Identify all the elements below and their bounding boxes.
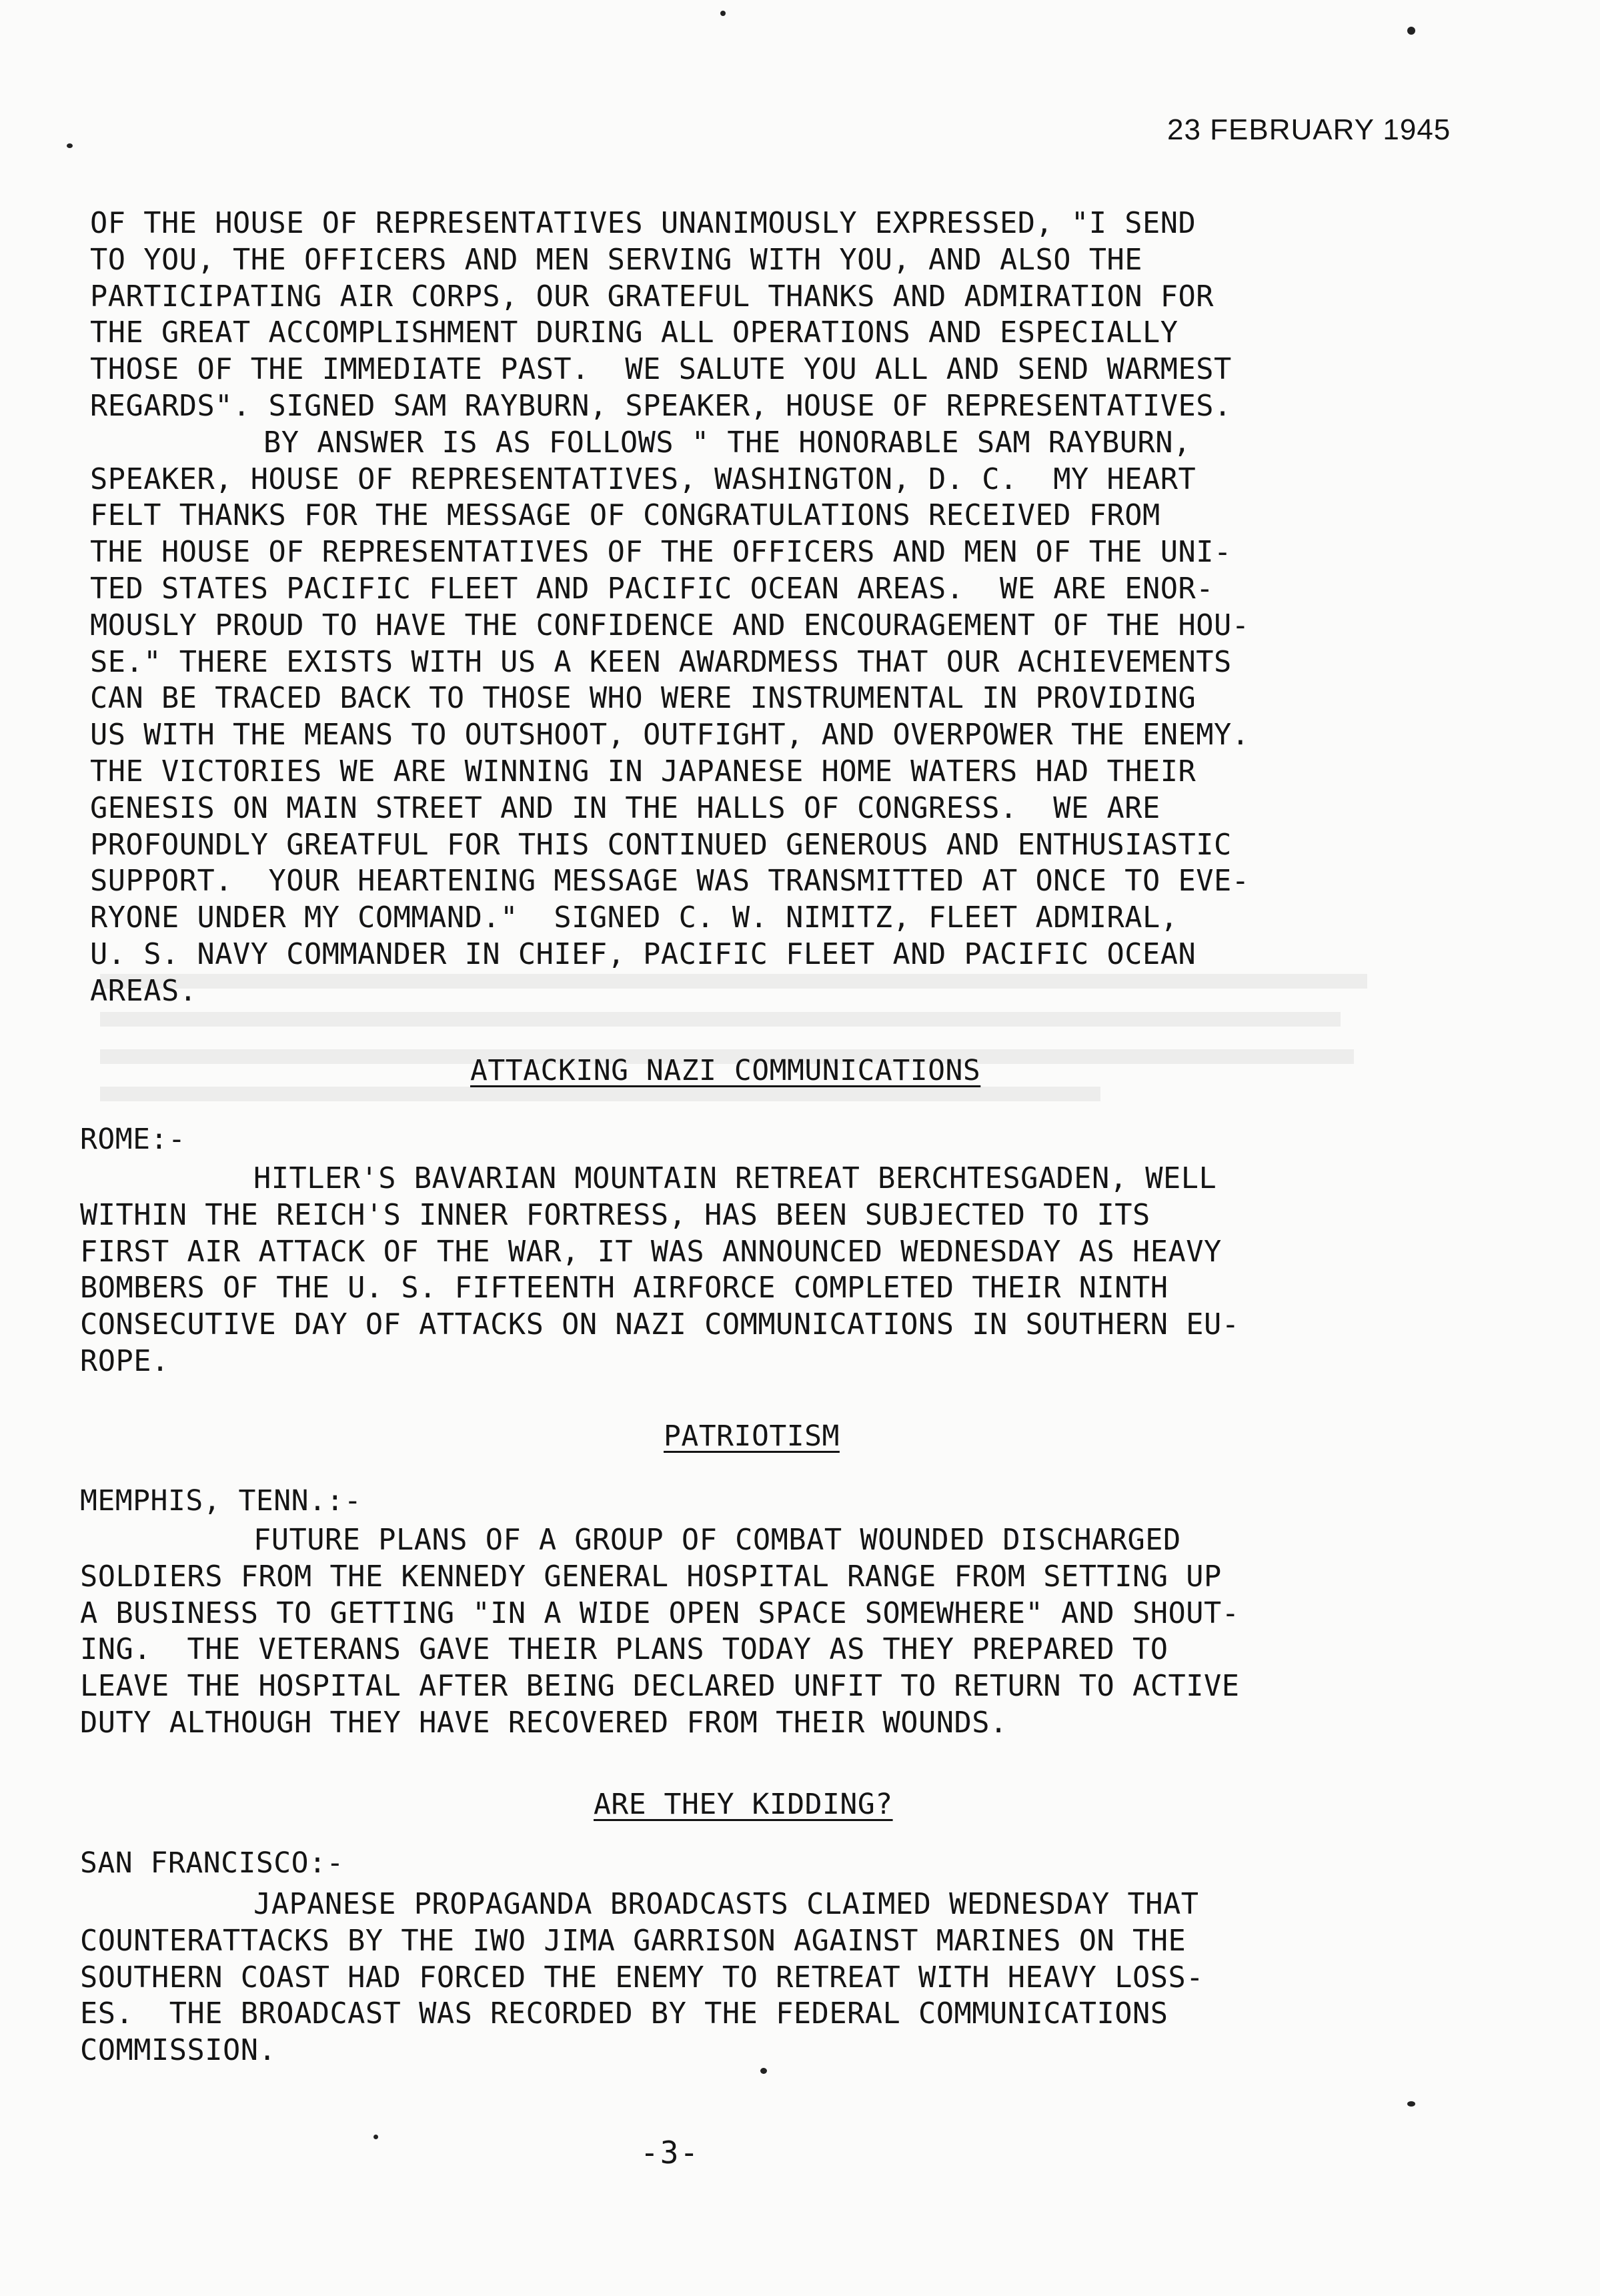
text-line: AREAS. [90, 974, 197, 1008]
text-line: THE GREAT ACCOMPLISHMENT DURING ALL OPERATIONS AND ESPECIALLY [90, 316, 1178, 350]
ink-speck [1407, 27, 1415, 35]
text-line: A BUSINESS TO GETTING "IN A WIDE OPEN SPACE SOMEWHERE" AND SHOUT- [80, 1596, 1240, 1630]
ink-speck [373, 2135, 378, 2139]
text-line: REGARDS". SIGNED SAM RAYBURN, SPEAKER, HOUSE OF REPRESENTATIVES. [90, 389, 1232, 423]
text-line: TED STATES PACIFIC FLEET AND PACIFIC OCEAN AREAS. WE ARE ENOR- [90, 572, 1214, 606]
text-line: JAPANESE PROPAGANDA BROADCASTS CLAIMED WEDNESDAY THAT [253, 1888, 1199, 1921]
ink-speck [720, 11, 726, 16]
text-line: WITHIN THE REICH'S INNER FORTRESS, HAS BEEN SUBJECTED TO ITS [80, 1198, 1150, 1232]
text-line: SOLDIERS FROM THE KENNEDY GENERAL HOSPITAL RANGE FROM SETTING UP [80, 1560, 1222, 1594]
text-line: RYONE UNDER MY COMMAND." SIGNED C. W. NIMITZ, FLEET ADMIRAL, [90, 901, 1178, 935]
dateline-memphis: MEMPHIS, TENN.:- [80, 1484, 362, 1518]
section-heading-patriotism: PATRIOTISM [664, 1419, 840, 1453]
text-line: ES. THE BROADCAST WAS RECORDED BY THE FEDERAL COMMUNICATIONS [80, 1997, 1168, 2031]
dateline-san-francisco: SAN FRANCISCO:- [80, 1846, 344, 1880]
nazi-communications-article [80, 1161, 1484, 1380]
text-line: SE." THERE EXISTS WITH US A KEEN AWARDMESS THAT OUR ACHIEVEMENTS [90, 645, 1232, 679]
text-line: COMMISSION. [80, 2034, 277, 2068]
text-line: PARTICIPATING AIR CORPS, OUR GRATEFUL THANKS AND ADMIRATION FOR [90, 279, 1214, 314]
text-line: MOUSLY PROUD TO HAVE THE CONFIDENCE AND ENCOURAGEMENT OF THE HOU- [90, 608, 1250, 642]
text-line: FIRST AIR ATTACK OF THE WAR, IT WAS ANNOUNCED WEDNESDAY AS HEAVY [80, 1235, 1222, 1269]
dateline-rome: ROME:- [80, 1123, 186, 1156]
rayburn-nimitz-message [90, 205, 1494, 1010]
text-line: CONSECUTIVE DAY OF ATTACKS ON NAZI COMMUNICATIONS IN SOUTHERN EU- [80, 1308, 1240, 1342]
text-line: ING. THE VETERANS GAVE THEIR PLANS TODAY AS THEY PREPARED TO [80, 1633, 1168, 1667]
section-heading-nazi-communications: ATTACKING NAZI COMMUNICATIONS [470, 1054, 981, 1087]
text-line: TO YOU, THE OFFICERS AND MEN SERVING WITH YOU, AND ALSO THE [90, 243, 1142, 277]
text-line: HITLER'S BAVARIAN MOUNTAIN RETREAT BERCHTESGADEN, WELL [253, 1162, 1217, 1195]
text-line: OF THE HOUSE OF REPRESENTATIVES UNANIMOUSLY EXPRESSED, "I SEND [90, 207, 1196, 240]
text-line: THE VICTORIES WE ARE WINNING IN JAPANESE HOME WATERS HAD THEIR [90, 754, 1196, 788]
text-line: GENESIS ON MAIN STREET AND IN THE HALLS OF CONGRESS. WE ARE [90, 791, 1160, 825]
text-line: SPEAKER, HOUSE OF REPRESENTATIVES, WASHINGTON, D. C. MY HEART [90, 462, 1196, 496]
are-they-kidding-article [80, 1886, 1484, 2069]
document-date: 23 FEBRUARY 1945 [1167, 113, 1451, 146]
text-line: FELT THANKS FOR THE MESSAGE OF CONGRATULATIONS RECEIVED FROM [90, 499, 1160, 533]
text-line: DUTY ALTHOUGH THEY HAVE RECOVERED FROM THEIR WOUNDS. [80, 1706, 1008, 1740]
text-line: COUNTERATTACKS BY THE IWO JIMA GARRISON AGAINST MARINES ON THE [80, 1924, 1186, 1958]
text-line: LEAVE THE HOSPITAL AFTER BEING DECLARED UNFIT TO RETURN TO ACTIVE [80, 1670, 1240, 1704]
page-number: -3- [640, 2135, 700, 2171]
text-line: THE HOUSE OF REPRESENTATIVES OF THE OFFICERS AND MEN OF THE UNI- [90, 536, 1232, 570]
text-line: THOSE OF THE IMMEDIATE PAST. WE SALUTE YOU ALL AND SEND WARMEST [90, 353, 1232, 387]
patriotism-article [80, 1522, 1484, 1742]
text-line: ROPE. [80, 1344, 169, 1378]
text-line: BY ANSWER IS AS FOLLOWS " THE HONORABLE SAM RAYBURN, [263, 426, 1191, 460]
ink-speck [67, 143, 73, 148]
text-line: US WITH THE MEANS TO OUTSHOOT, OUTFIGHT, AND OVERPOWER THE ENEMY. [90, 718, 1250, 752]
section-heading-are-they-kidding: ARE THEY KIDDING? [594, 1788, 893, 1821]
text-line: BOMBERS OF THE U. S. FIFTEENTH AIRFORCE COMPLETED THEIR NINTH [80, 1271, 1168, 1305]
ink-speck [1407, 2101, 1415, 2107]
text-line: SUPPORT. YOUR HEARTENING MESSAGE WAS TRANSMITTED AT ONCE TO EVE- [90, 865, 1250, 899]
text-line: CAN BE TRACED BACK TO THOSE WHO WERE INSTRUMENTAL IN PROVIDING [90, 682, 1196, 716]
text-line: U. S. NAVY COMMANDER IN CHIEF, PACIFIC FLEET AND PACIFIC OCEAN [90, 937, 1196, 971]
ink-speck [760, 2068, 767, 2074]
text-line: FUTURE PLANS OF A GROUP OF COMBAT WOUNDED DISCHARGED [253, 1524, 1181, 1557]
text-line: PROFOUNDLY GREATFUL FOR THIS CONTINUED GENEROUS AND ENTHUSIASTIC [90, 828, 1232, 862]
text-line: SOUTHERN COAST HAD FORCED THE ENEMY TO RETREAT WITH HEAVY LOSS- [80, 1960, 1204, 1994]
